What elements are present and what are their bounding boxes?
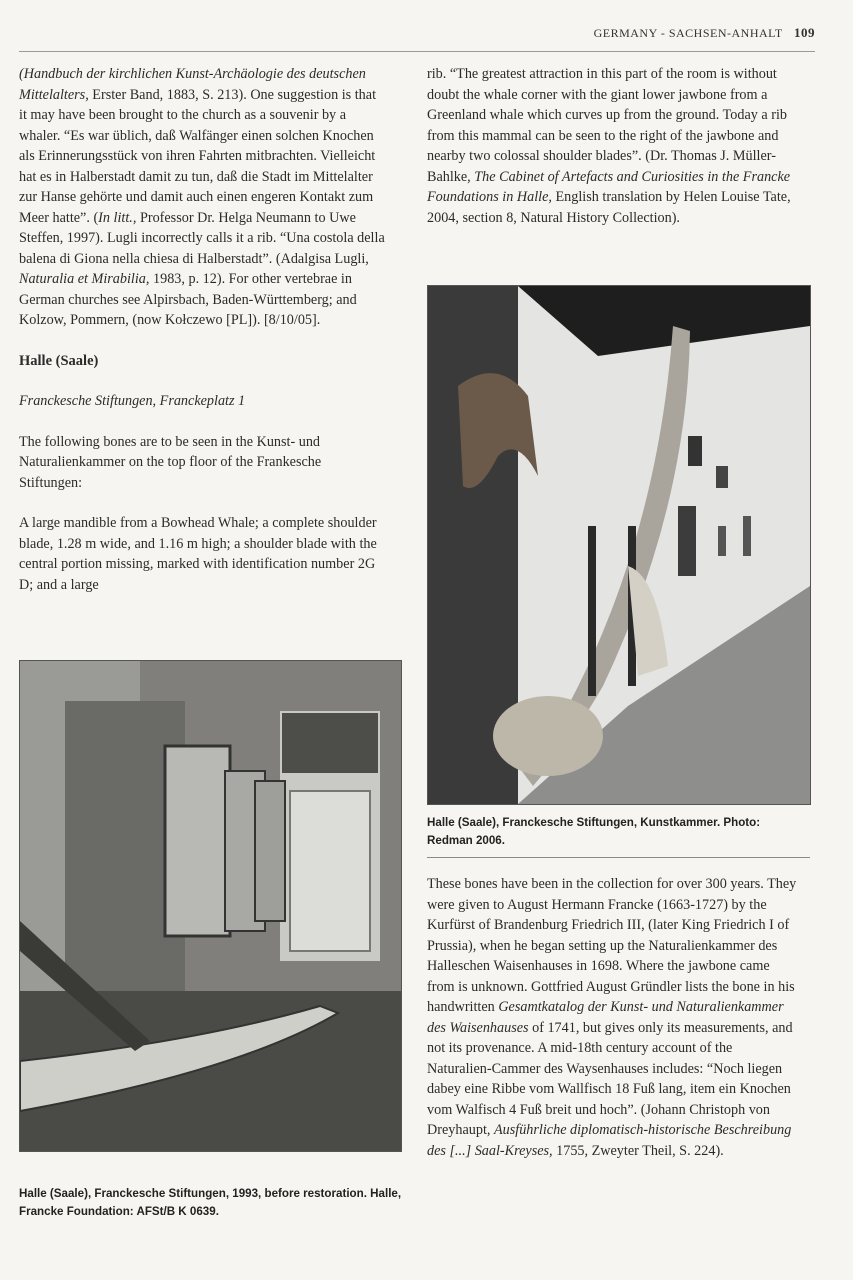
caption-rule <box>427 857 810 858</box>
citation-title: (Handbuch der kirchlichen Kunst-Archäologie des deutschen Mittelalters, <box>19 66 366 103</box>
header-rule <box>19 51 815 52</box>
text-run-italic: The Cabinet of Artefacts and Curiosities in the Francke Foundations in Halle, <box>427 168 791 205</box>
text-run: 1983, p. 12). For other vertebrae in German churches see Alpirsbach, Baden-Württemberg; and Kolzow, Pommern, (now Kołczewo [PL]). [8/10/05]. <box>19 271 357 328</box>
text-run: English translation by Helen Louise Tate, 2004, section 8, Natural History Collection). <box>427 189 791 226</box>
text-run-italic: Naturalia et Mirabilia, <box>19 271 150 287</box>
photo-storeroom-illustration <box>20 661 401 1151</box>
running-title: GERMANY - SACHSEN-ANHALT <box>593 26 783 40</box>
right-column-top <box>427 64 792 228</box>
text-run-italic: In litt., <box>98 209 137 226</box>
text-run: Erster Band, 1883, S. 213). One suggestion is that it may have been brought to the church as a souvenir by a whaler. “Es war üblich, daß Walfänger einen solchen Knochen als Erinnerungsstück von ihren Fahrten mitbrachten. Vielleicht hat es in Halberstadt damit zu tun, daß die Stadt im Mittelalter zur Hanse gehörte und damit auch einen engeren Kontakt zum Meer hatte”. ( <box>19 86 377 226</box>
photo-storeroom-1993 <box>19 660 402 1152</box>
right-column-bottom <box>427 874 799 1161</box>
left-paragraph-2: The following bones are to be seen in the Kunst- und Naturalienkammer on the top floor of the Frankesche Stiftungen: <box>19 433 322 491</box>
text-run-italic: Ausführliche diplomatisch-historische Beschreibung des [...] Saal-Kreyses, <box>427 1122 792 1159</box>
text-run: These bones have been in the collection for over 300 years. They were given to August Hermann Francke (1663-1727) by the Kurfürst of Brandenburg Friedrich III, (later King Friedrich I of Prussia), when he began setting up the Naturalienkammer des Halleschen Waisenhauses in 1698. Where the jawbone came from is unknown. Gottfried August Gründler lists the bone in his handwritten <box>427 876 797 1015</box>
text-run: of 1741, but gives only its measurements, and not its provenance. A mid-18th century account of the Naturalien-Cammer des Waysenhauses includes: “Noch liegen dabey eine Ribbe vom Wallfisch 18 Fuß lang, item ein Knochen vom Walfisch 4 Fuß breit und hoch”. (Johann Christoph von Dreyhaupt, <box>427 1019 793 1138</box>
right-paragraph-2 <box>427 874 799 1161</box>
text-run-italic: Gesamtkatalog der Kunst- und Naturalienkammer des Waisenhauses <box>427 999 784 1036</box>
right-paragraph-1 <box>427 64 792 228</box>
subheading-text: Franckesche Stiftungen, Franckeplatz 1 <box>19 393 246 409</box>
section-subheading <box>19 391 387 412</box>
text-run: rib. “The greatest attraction in this part of the room is without doubt the whale corner with the giant lower jawbone from a Greenland whale which curves up from the ground. Today a rib from this mammal can be seen to the right of the jawbone and nearby two colossal shoulder blades”. (Dr. Thomas J. Müller-Bahlke, <box>427 66 788 185</box>
section-heading: Halle (Saale) <box>19 352 99 369</box>
left-column <box>19 64 387 595</box>
text-run: 1755, Zweyter Theil, S. 224). <box>552 1142 724 1159</box>
left-paragraph-3: A large mandible from a Bowhead Whale; a complete shoulder blade, 1.28 m wide, and 1.16 m high; a shoulder blade with the central portion missing, marked with identification number 2G D; and a large <box>19 515 377 593</box>
caption-right: Halle (Saale), Franckesche Stiftungen, Kunstkammer. Photo: Redman 2006. <box>427 816 761 847</box>
left-paragraph-1 <box>19 64 387 331</box>
text-run: Professor Dr. Helga Neumann to Uwe Steffen, 1997). Lugli incorrectly calls it a rib. “Una costola della balena di Giona nella chiesa di Halberstadt”. (Adalgisa Lugli, <box>19 209 385 267</box>
page-number: 109 <box>794 25 815 40</box>
photo-kunstkammer-2006 <box>427 285 811 805</box>
photo-kunstkammer-illustration <box>428 286 810 804</box>
running-header <box>594 25 815 41</box>
caption-left: Halle (Saale), Franckesche Stiftungen, 1993, before restoration. Halle, Francke Foundation: AFSt/B K 0639. <box>19 1187 402 1218</box>
